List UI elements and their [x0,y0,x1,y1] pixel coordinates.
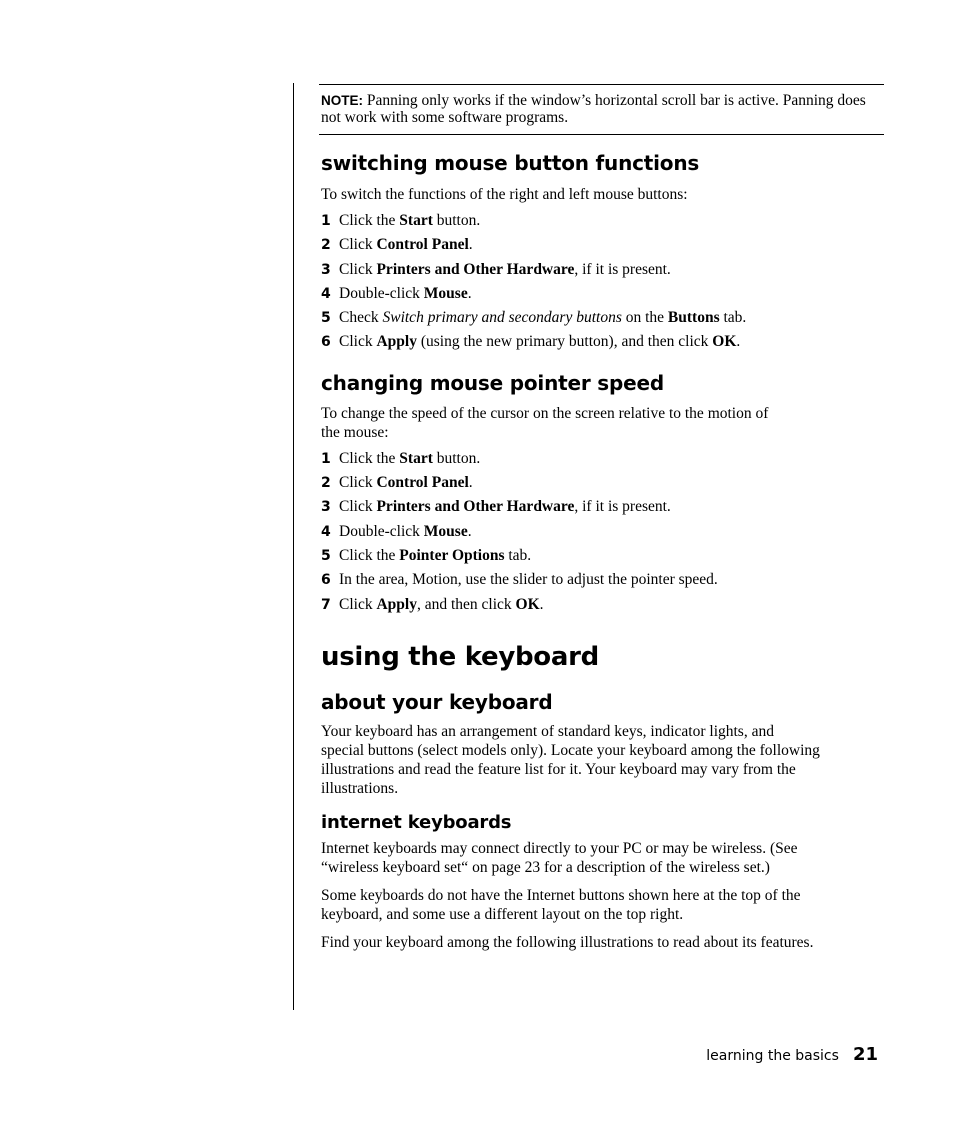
step-text: Check [339,309,383,327]
paragraph-line: Internet keyboards may connect directly to your PC or may be wireless. (See [321,839,798,857]
step-item [321,544,882,568]
paragraph-line: illustrations and read the feature list for it. Your keyboard may vary from the [321,760,796,778]
step-text: (using the new primary button), and then click [416,333,713,351]
step-text: button. [432,212,481,229]
option-name: Switch primary and secondary buttons [382,309,622,327]
step-text: . [539,595,544,613]
ui-term: Buttons [667,309,720,327]
step-text: button. [432,449,481,467]
step-number: 2 [321,237,331,254]
step-text: Click the [339,449,400,467]
ui-term: Mouse [423,284,468,302]
step-number: 3 [321,261,331,278]
paragraph-line: Your keyboard has an arrangement of standard keys, indicator lights, and [321,722,774,740]
step-item [321,306,882,330]
step-text: Click [339,236,377,254]
step-text: , if it is present. [574,498,671,516]
step-text: Click the [339,546,400,564]
step-text: Click [339,498,377,516]
section2-intro [321,404,882,442]
step-text: . [467,284,472,302]
step-number: 6 [321,334,331,351]
section-heading-pointer-speed: changing mouse pointer speed [321,370,664,395]
margin-rule [293,83,294,1010]
step-number: 6 [321,572,331,589]
step-number: 2 [321,475,331,492]
step-number: 4 [321,285,331,302]
page-content [321,84,882,952]
step-number: 7 [321,596,331,613]
internet-keyboards-paragraph-1 [321,839,882,877]
ui-term: Control Panel [376,474,469,492]
chapter-title: using the keyboard [321,641,599,672]
step-text: Click [339,260,377,278]
section2-intro-line: To change the speed of the cursor on the screen relative to the motion of [321,404,769,422]
step-number: 5 [321,547,331,564]
note-text: Panning only works if the window’s horizontal scroll bar is active. Panning does not work with some software programs. [321,92,866,126]
step-item [321,330,882,354]
step-item [321,471,882,495]
note-box [319,84,884,135]
step-text: Click [339,474,377,492]
ui-term: OK [515,595,540,613]
ui-term: Apply [376,595,417,613]
step-item [321,568,882,592]
step-item [321,258,882,282]
step-number: 5 [321,310,331,327]
internet-keyboards-paragraph-2 [321,886,882,924]
step-text: tab. [504,546,532,564]
step-text: Click [339,595,377,613]
step-text: tab. [719,309,747,327]
paragraph-line: illustrations. [321,779,399,797]
about-keyboard-paragraph [321,722,882,798]
ui-term: Control Panel [376,236,469,254]
ui-term: Printers and Other Hardware [376,498,575,516]
page-number: 21 [852,1044,878,1065]
step-item [321,495,882,519]
section1-intro: To switch the functions of the right and left mouse buttons: [321,186,688,203]
footer-chapter-name: learning the basics [706,1048,839,1064]
step-text: on the [621,309,668,327]
section2-steps [321,447,882,617]
ui-term: Start [399,449,433,467]
step-text: , if it is present. [574,260,671,278]
step-item [321,520,882,544]
step-text: . [467,522,472,540]
ui-term: Start [399,212,433,229]
step-number: 1 [321,213,331,229]
ui-term: Printers and Other Hardware [376,260,575,278]
ui-term: Apply [376,333,417,351]
ui-term: Mouse [423,522,468,540]
step-text: . [736,333,741,351]
section1-steps [321,209,882,355]
page-footer [706,1044,878,1065]
section2-intro-line: the mouse: [321,423,389,441]
step-number: 3 [321,499,331,516]
paragraph-line: “wireless keyboard set“ on page 23 for a description of the wireless set.) [321,858,770,876]
step-text: Double-click [339,284,424,302]
paragraph-line: Some keyboards do not have the Internet buttons shown here at the top of the [321,886,801,904]
section-heading-switching-buttons: switching mouse button functions [321,151,700,175]
ui-term: OK [712,333,737,351]
step-text: Click the [339,212,400,229]
step-text: In the area, Motion, use the slider to adjust the pointer speed. [339,571,718,589]
ui-term: Pointer Options [399,546,505,564]
step-text: . [468,236,473,254]
paragraph-line: keyboard, and some use a different layout on the top right. [321,905,684,923]
step-text: . [468,474,473,492]
step-number: 1 [321,450,331,467]
step-item [321,593,882,617]
internet-keyboards-paragraph-3: Find your keyboard among the following illustrations to read about its features. [321,933,814,951]
step-item [321,282,882,306]
section-heading-internet-keyboards: internet keyboards [321,811,512,833]
step-number: 4 [321,523,331,540]
note-label: NOTE: [321,93,363,108]
step-text: Click [339,333,377,351]
section-heading-about-keyboard: about your keyboard [321,689,553,714]
paragraph-line: special buttons (select models only). Locate your keyboard among the following [321,741,820,759]
step-text: Double-click [339,522,424,540]
step-item [321,233,882,257]
step-item [321,447,882,471]
step-text: , and then click [416,595,516,613]
step-item [321,209,882,233]
